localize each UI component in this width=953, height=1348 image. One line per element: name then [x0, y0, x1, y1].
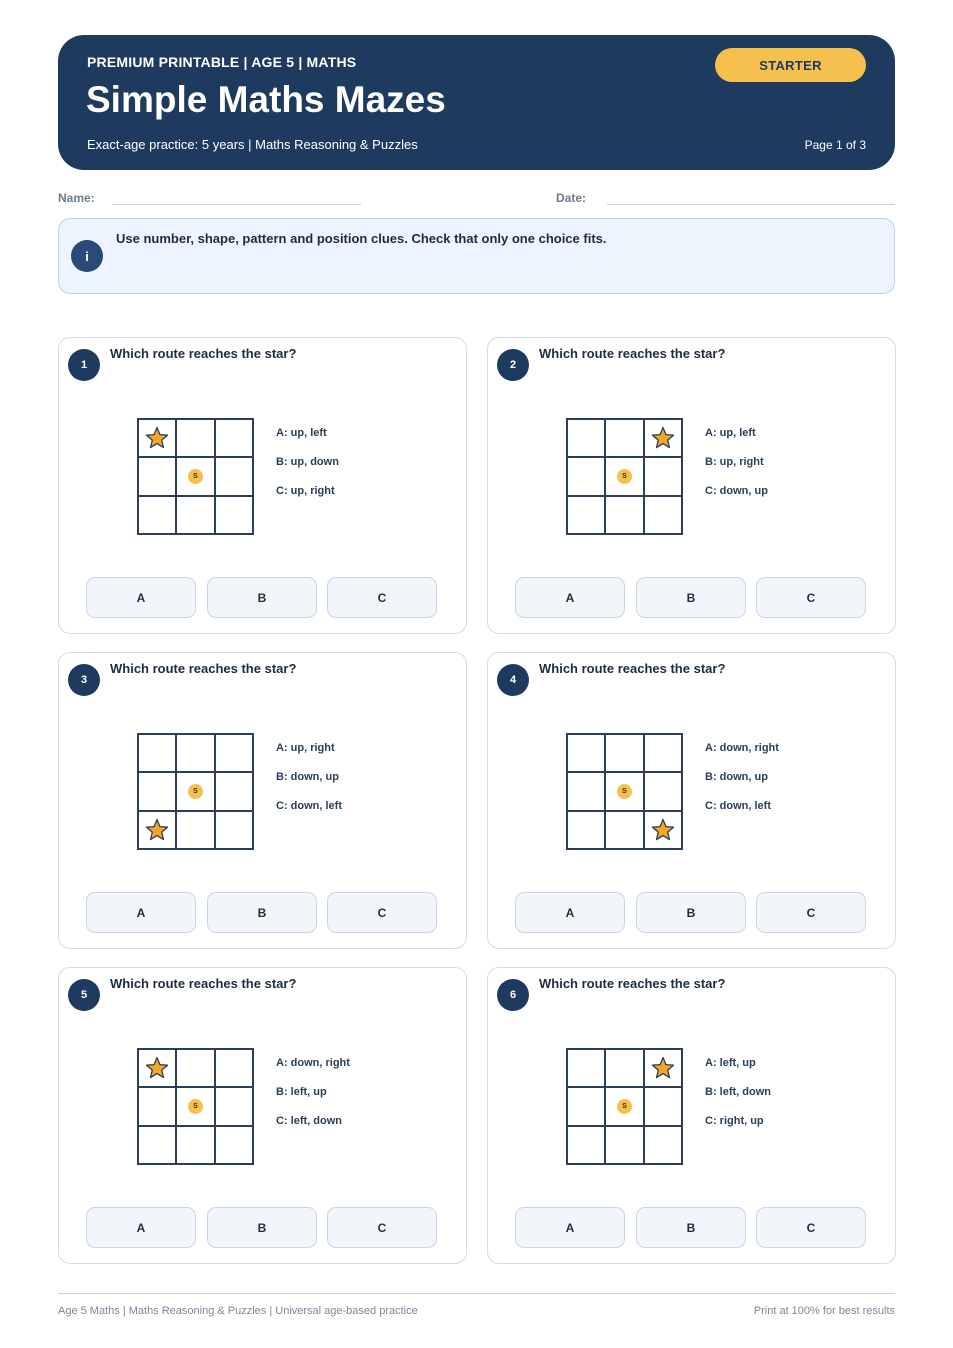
maze-cell — [138, 734, 176, 772]
answer-choice-button[interactable]: C — [756, 892, 866, 933]
answer-choice-button[interactable]: A — [515, 892, 625, 933]
question-prompt: Which route reaches the star? — [539, 346, 726, 361]
maze-grid — [566, 418, 683, 535]
route-options — [276, 742, 342, 829]
route-option: A: down, right — [276, 1057, 350, 1069]
maze-cell — [176, 772, 214, 810]
question-number: 6 — [497, 979, 529, 1011]
star-icon — [145, 1056, 169, 1080]
maze-cell — [567, 1126, 605, 1164]
answer-choice-button[interactable]: B — [636, 1207, 746, 1248]
page-indicator: Page 1 of 3 — [804, 138, 866, 152]
maze-cell — [567, 457, 605, 495]
answer-choice-button[interactable]: A — [86, 892, 196, 933]
question-prompt: Which route reaches the star? — [539, 976, 726, 991]
route-option: C: up, right — [276, 485, 335, 497]
route-options — [705, 1057, 771, 1144]
maze-cell — [215, 1087, 253, 1125]
maze-cell — [644, 811, 682, 849]
maze-cell — [644, 772, 682, 810]
star-icon — [651, 1056, 675, 1080]
answer-choice-button[interactable]: C — [327, 577, 437, 618]
start-marker: S — [188, 1099, 203, 1114]
maze-cell — [605, 1049, 643, 1087]
footer-left-text: Age 5 Maths | Maths Reasoning & Puzzles | Universal age-based practice — [58, 1305, 418, 1317]
answer-choice-button[interactable]: A — [86, 577, 196, 618]
name-field[interactable] — [112, 204, 361, 205]
question-number: 1 — [68, 349, 100, 381]
worksheet-header — [58, 35, 895, 170]
question-prompt: Which route reaches the star? — [110, 661, 297, 676]
maze-cell — [138, 457, 176, 495]
route-option: B: up, right — [705, 456, 764, 468]
route-option: B: left, up — [276, 1086, 327, 1098]
start-marker: S — [617, 469, 632, 484]
start-marker: S — [617, 1099, 632, 1114]
maze-cell — [138, 772, 176, 810]
instructions-box — [58, 218, 895, 294]
answer-choice-button[interactable]: B — [207, 577, 317, 618]
maze-cell — [176, 1087, 214, 1125]
maze-cell — [138, 419, 176, 457]
maze-cell — [605, 1087, 643, 1125]
maze-cell — [215, 1049, 253, 1087]
route-option: C: left, down — [276, 1115, 342, 1127]
answer-choice-button[interactable]: C — [756, 577, 866, 618]
instructions-text: Use number, shape, pattern and position clues. Check that only one choice fits. — [116, 231, 607, 246]
question-number: 2 — [497, 349, 529, 381]
star-icon — [651, 818, 675, 842]
answer-choice-button[interactable]: B — [207, 892, 317, 933]
maze-grid — [566, 733, 683, 850]
start-marker: S — [617, 784, 632, 799]
maze-cell — [567, 496, 605, 534]
maze-cell — [605, 772, 643, 810]
question-prompt: Which route reaches the star? — [110, 976, 297, 991]
maze-cell — [176, 1126, 214, 1164]
question-card — [487, 652, 896, 949]
maze-cell — [215, 457, 253, 495]
answer-choice-button[interactable]: A — [515, 577, 625, 618]
question-prompt: Which route reaches the star? — [539, 661, 726, 676]
question-card — [58, 652, 467, 949]
maze-cell — [176, 811, 214, 849]
question-number: 5 — [68, 979, 100, 1011]
maze-cell — [644, 734, 682, 772]
question-card — [487, 967, 896, 1264]
maze-cell — [567, 419, 605, 457]
route-option: B: left, down — [705, 1086, 771, 1098]
maze-cell — [567, 1049, 605, 1087]
maze-grid — [137, 1048, 254, 1165]
maze-cell — [567, 1087, 605, 1125]
maze-cell — [644, 1049, 682, 1087]
answer-choice-button[interactable]: B — [636, 577, 746, 618]
maze-cell — [567, 734, 605, 772]
maze-cell — [138, 811, 176, 849]
maze-cell — [215, 811, 253, 849]
route-option: A: up, right — [276, 742, 335, 754]
name-label: Name: — [58, 191, 95, 205]
route-option: C: right, up — [705, 1115, 764, 1127]
maze-cell — [176, 734, 214, 772]
route-option: A: left, up — [705, 1057, 756, 1069]
maze-cell — [644, 1126, 682, 1164]
maze-cell — [138, 1049, 176, 1087]
footer-divider — [58, 1293, 895, 1294]
route-option: B: down, up — [276, 771, 339, 783]
question-prompt: Which route reaches the star? — [110, 346, 297, 361]
maze-cell — [176, 457, 214, 495]
maze-cell — [644, 496, 682, 534]
start-marker: S — [188, 784, 203, 799]
header-subtitle: Exact-age practice: 5 years | Maths Reasoning & Puzzles — [87, 137, 418, 152]
maze-cell — [215, 419, 253, 457]
route-option: A: up, left — [705, 427, 756, 439]
maze-cell — [215, 734, 253, 772]
route-options — [705, 742, 779, 829]
answer-choice-button[interactable]: B — [636, 892, 746, 933]
maze-cell — [605, 811, 643, 849]
maze-cell — [567, 811, 605, 849]
maze-cell — [567, 772, 605, 810]
maze-cell — [605, 1126, 643, 1164]
maze-cell — [644, 419, 682, 457]
answer-choice-button[interactable]: A — [86, 1207, 196, 1248]
maze-cell — [605, 496, 643, 534]
maze-cell — [215, 496, 253, 534]
start-marker: S — [188, 469, 203, 484]
date-field[interactable] — [607, 204, 895, 205]
answer-choice-button[interactable]: C — [327, 892, 437, 933]
question-card — [58, 967, 467, 1264]
route-option: B: up, down — [276, 456, 339, 468]
maze-cell — [215, 772, 253, 810]
maze-cell — [176, 496, 214, 534]
route-option: C: down, up — [705, 485, 768, 497]
question-number: 3 — [68, 664, 100, 696]
route-option: A: up, left — [276, 427, 327, 439]
star-icon — [145, 818, 169, 842]
date-label: Date: — [556, 191, 587, 205]
answer-choice-button[interactable]: A — [515, 1207, 625, 1248]
star-icon — [651, 426, 675, 450]
maze-cell — [644, 457, 682, 495]
maze-cell — [605, 734, 643, 772]
maze-cell — [138, 1126, 176, 1164]
maze-cell — [138, 496, 176, 534]
answer-choice-button[interactable]: C — [327, 1207, 437, 1248]
maze-cell — [176, 419, 214, 457]
route-option: C: down, left — [276, 800, 342, 812]
route-option: B: down, up — [705, 771, 768, 783]
maze-cell — [138, 1087, 176, 1125]
question-number: 4 — [497, 664, 529, 696]
route-options — [705, 427, 768, 514]
star-icon — [145, 426, 169, 450]
question-card — [58, 337, 467, 634]
header-kicker: PREMIUM PRINTABLE | AGE 5 | MATHS — [87, 54, 357, 70]
level-badge: STARTER — [715, 48, 866, 82]
footer-right-text: Print at 100% for best results — [753, 1305, 895, 1317]
route-options — [276, 427, 339, 514]
maze-grid — [137, 733, 254, 850]
maze-cell — [215, 1126, 253, 1164]
maze-cell — [605, 457, 643, 495]
page-title: Simple Maths Mazes — [86, 79, 446, 120]
maze-grid — [137, 418, 254, 535]
maze-cell — [176, 1049, 214, 1087]
maze-cell — [605, 419, 643, 457]
answer-choice-button[interactable]: C — [756, 1207, 866, 1248]
info-icon: i — [71, 240, 103, 272]
maze-grid — [566, 1048, 683, 1165]
maze-cell — [644, 1087, 682, 1125]
route-option: A: down, right — [705, 742, 779, 754]
route-option: C: down, left — [705, 800, 771, 812]
question-card — [487, 337, 896, 634]
route-options — [276, 1057, 350, 1144]
answer-choice-button[interactable]: B — [207, 1207, 317, 1248]
